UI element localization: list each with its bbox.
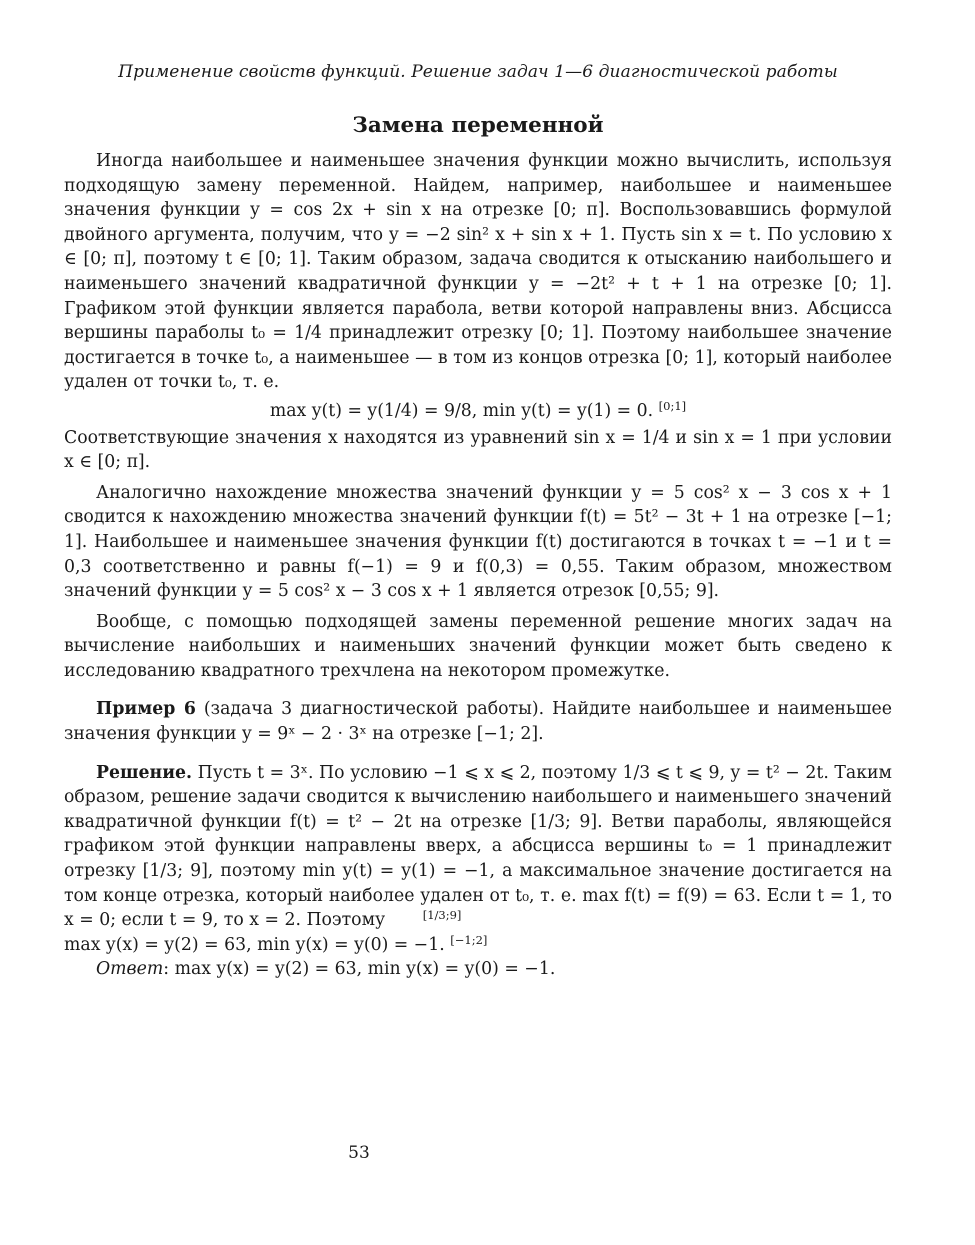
example-label: Пример 6 [96,699,196,720]
section-title: Замена переменной [352,113,604,138]
running-head: Применение свойств функций. Решение задач 1—6 диагностической работы [118,62,838,82]
paragraph-analogous: Аналогично нахождение множества значений функции y = 5 cos² x − 3 cos x + 1 сводится к нахождению множества значений функции f(t) = 5t² − 3t + 1 на отрезке [−1; 1]. Наибольшее и наименьшее значения функции f(t) достигаются в точках t = −1 и t = 0,3 соответственно и равны f(−1) = 9 и f(0,3) = 0,55. Таким образом, множеством значений функции y = 5 cos² x − 3 cos x + 1 является отрезок [0,55; 9]. [64,482,892,602]
display-formula [64,399,892,424]
answer-text: max y(x) = y(2) = 63, min y(x) = y(0) = −1. [174,959,556,980]
paragraph-general: Вообще, с помощью подходящей замены переменной решение многих задач на вычисление наибольших и наименьших значений функции может быть сведено к исследованию квадратного трехчлена на некотором промежутке. [64,611,892,681]
page-number: 53 [348,1143,370,1163]
answer-line: Ответ: max y(x) = y(2) = 63, min y(x) = y(0) = −1. [96,959,556,980]
paragraph-corresponding: Соответствующие значения x находятся из уравнений sin x = 1/4 и sin x = 1 при условии x ∈ [0; π]. [64,427,892,473]
display-formula-text: max y(t) = y(1/4) = 9/8, min y(t) = y(1) = 0. [269,400,654,421]
solution-subscript: [1/3;9] [422,908,462,923]
solution-paragraph [64,761,892,933]
example-paragraph [64,697,892,746]
result-line [64,933,892,958]
paragraph-intro: Иногда наибольшее и наименьшее значения функции можно вычислить, используя подходящую замену переменной. Найдем, например, наибольшее и наименьшее значения функции y = cos 2x + sin x на отрезке [0; π]. Воспользовавшись формулой двойного аргумента, получим, что y = −2 sin² x + sin x + 1. Пусть sin x = t. По условию x ∈ [0; π], поэтому t ∈ [0; 1]. Таким образом, задача сводится к отысканию наибольшего и наименьшего значений квадратичной функции y = −2t² + t + 1 на отрезке [0; 1]. Графиком этой функции является парабола, ветви которой направлены вниз. Абсцисса вершины параболы t₀ = 1/4 принадлежит отрезку [0; 1]. Поэтому наибольшее значение достигается в точке t₀, а наименьшее — в том из концов отрезка [0; 1], который наиболее удален от точки t₀, т. е. [64,151,892,393]
answer-label: Ответ [96,959,164,980]
example-text: (задача 3 диагностической работы). Найдите наибольшее и наименьшее значения функции y = 9ˣ − 2 · 3ˣ на отрезке [−1; 2]. [64,699,892,745]
solution-label: Решение. [96,762,193,783]
display-formula-subscript: [0;1] [658,398,687,413]
result-subscript: [−1;2] [450,932,488,947]
solution-text: Пусть t = 3ˣ. По условию −1 ⩽ x ⩽ 2, поэтому 1/3 ⩽ t ⩽ 9, y = t² − 2t. Таким образом, решение задачи сводится к вычислению наибольшего и наименьшего значений квадратичной функции f(t) = t² − 2t на отрезке [1/3; 9]. Ветви параболы, являющейся графиком этой функции направлены вверх, а абсцисса вершины t₀ = 1 принадлежит отрезку [1/3; 9], поэтому min y(t) = y(1) = −1, а максимальное значение достигается на том конце отрезка, который наиболее удален от t₀, т. е. max f(t) = f(9) = 63. Если t = 1, то x = 0; если t = 9, то x = 2. Поэтому [64,762,892,931]
page-body [64,149,892,982]
result-text: max y(x) = y(2) = 63, min y(x) = y(0) = −1. [64,934,445,955]
